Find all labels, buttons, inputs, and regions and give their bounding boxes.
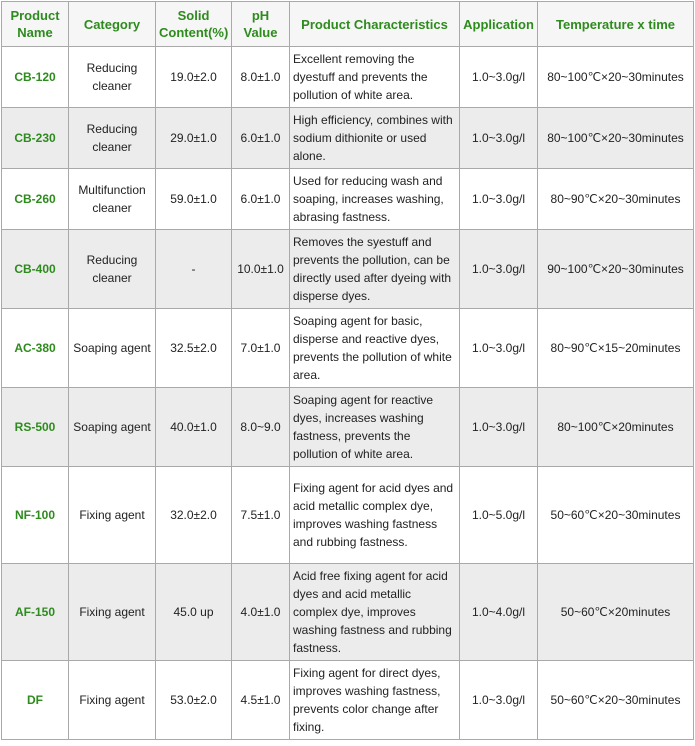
characteristics-cell: Acid free fixing agent for acid dyes and acid metallic complex dye, improves washing fastness and rubbing fastness.	[290, 564, 460, 661]
characteristics-cell: High efficiency, combines with sodium dithionite or used alone.	[290, 108, 460, 169]
application-cell: 1.0~3.0g/l	[460, 309, 538, 388]
temperature-cell: 50~60℃×20~30minutes	[538, 661, 694, 740]
product-name-cell: AF-150	[2, 564, 69, 661]
application-cell: 1.0~4.0g/l	[460, 564, 538, 661]
application-cell: 1.0~3.0g/l	[460, 661, 538, 740]
category-cell: Soaping agent	[69, 309, 156, 388]
characteristics-cell: Soaping agent for reactive dyes, increases washing fastness, prevents the pollution of white area.	[290, 388, 460, 467]
column-header-characteristics: Product Characteristics	[290, 2, 460, 47]
temperature-cell: 80~100℃×20minutes	[538, 388, 694, 467]
temperature-cell: 90~100℃×20~30minutes	[538, 230, 694, 309]
application-cell: 1.0~3.0g/l	[460, 388, 538, 467]
characteristics-cell: Removes the syestuff and prevents the pollution, can be directly used after dyeing with disperse dyes.	[290, 230, 460, 309]
temperature-cell: 80~100℃×20~30minutes	[538, 47, 694, 108]
table-row	[2, 309, 694, 388]
column-header-application: Application	[460, 2, 538, 47]
table-row	[2, 388, 694, 467]
column-header-product-name: Product Name	[2, 2, 69, 47]
application-cell: 1.0~3.0g/l	[460, 47, 538, 108]
characteristics-cell: Fixing agent for acid dyes and acid metallic complex dye, improves washing fastness and rubbing fastness.	[290, 467, 460, 564]
ph-value-cell: 8.0~9.0	[232, 388, 290, 467]
characteristics-cell: Soaping agent for basic, disperse and reactive dyes, prevents the pollution of white area.	[290, 309, 460, 388]
product-name-cell: CB-230	[2, 108, 69, 169]
category-cell: Soaping agent	[69, 388, 156, 467]
application-cell: 1.0~3.0g/l	[460, 169, 538, 230]
temperature-cell: 50~60℃×20~30minutes	[538, 467, 694, 564]
solid-content-cell: 32.0±2.0	[156, 467, 232, 564]
characteristics-cell: Used for reducing wash and soaping, increases washing, abrasing fastness.	[290, 169, 460, 230]
table-row	[2, 661, 694, 740]
products-table	[1, 1, 694, 740]
solid-content-cell: 45.0 up	[156, 564, 232, 661]
ph-value-cell: 6.0±1.0	[232, 108, 290, 169]
solid-content-cell: -	[156, 230, 232, 309]
product-name-cell: DF	[2, 661, 69, 740]
category-cell: Multifunction cleaner	[69, 169, 156, 230]
category-cell: Fixing agent	[69, 661, 156, 740]
table-row	[2, 108, 694, 169]
application-cell: 1.0~3.0g/l	[460, 108, 538, 169]
table-row	[2, 467, 694, 564]
characteristics-cell: Excellent removing the dyestuff and prevents the pollution of white area.	[290, 47, 460, 108]
temperature-cell: 80~90℃×15~20minutes	[538, 309, 694, 388]
column-header-category: Category	[69, 2, 156, 47]
table-row	[2, 564, 694, 661]
product-name-cell: CB-120	[2, 47, 69, 108]
solid-content-cell: 53.0±2.0	[156, 661, 232, 740]
ph-value-cell: 7.5±1.0	[232, 467, 290, 564]
ph-value-cell: 4.0±1.0	[232, 564, 290, 661]
table-row	[2, 169, 694, 230]
category-cell: Fixing agent	[69, 467, 156, 564]
temperature-cell: 50~60℃×20minutes	[538, 564, 694, 661]
column-header-ph-value: pH Value	[232, 2, 290, 47]
solid-content-cell: 29.0±1.0	[156, 108, 232, 169]
ph-value-cell: 6.0±1.0	[232, 169, 290, 230]
temperature-cell: 80~100℃×20~30minutes	[538, 108, 694, 169]
solid-content-cell: 40.0±1.0	[156, 388, 232, 467]
category-cell: Fixing agent	[69, 564, 156, 661]
ph-value-cell: 8.0±1.0	[232, 47, 290, 108]
category-cell: Reducing cleaner	[69, 108, 156, 169]
header-row	[2, 2, 694, 47]
category-cell: Reducing cleaner	[69, 47, 156, 108]
solid-content-cell: 32.5±2.0	[156, 309, 232, 388]
product-name-cell: CB-260	[2, 169, 69, 230]
product-name-cell: NF-100	[2, 467, 69, 564]
product-name-cell: RS-500	[2, 388, 69, 467]
product-name-cell: AC-380	[2, 309, 69, 388]
ph-value-cell: 10.0±1.0	[232, 230, 290, 309]
application-cell: 1.0~5.0g/l	[460, 467, 538, 564]
category-cell: Reducing cleaner	[69, 230, 156, 309]
characteristics-cell: Fixing agent for direct dyes, improves washing fastness, prevents color change after fixing.	[290, 661, 460, 740]
application-cell: 1.0~3.0g/l	[460, 230, 538, 309]
ph-value-cell: 7.0±1.0	[232, 309, 290, 388]
solid-content-cell: 59.0±1.0	[156, 169, 232, 230]
solid-content-cell: 19.0±2.0	[156, 47, 232, 108]
column-header-temperature: Temperature x time	[538, 2, 694, 47]
column-header-solid-content: Solid Content(%)	[156, 2, 232, 47]
product-name-cell: CB-400	[2, 230, 69, 309]
table-row	[2, 230, 694, 309]
temperature-cell: 80~90℃×20~30minutes	[538, 169, 694, 230]
ph-value-cell: 4.5±1.0	[232, 661, 290, 740]
table-row	[2, 47, 694, 108]
